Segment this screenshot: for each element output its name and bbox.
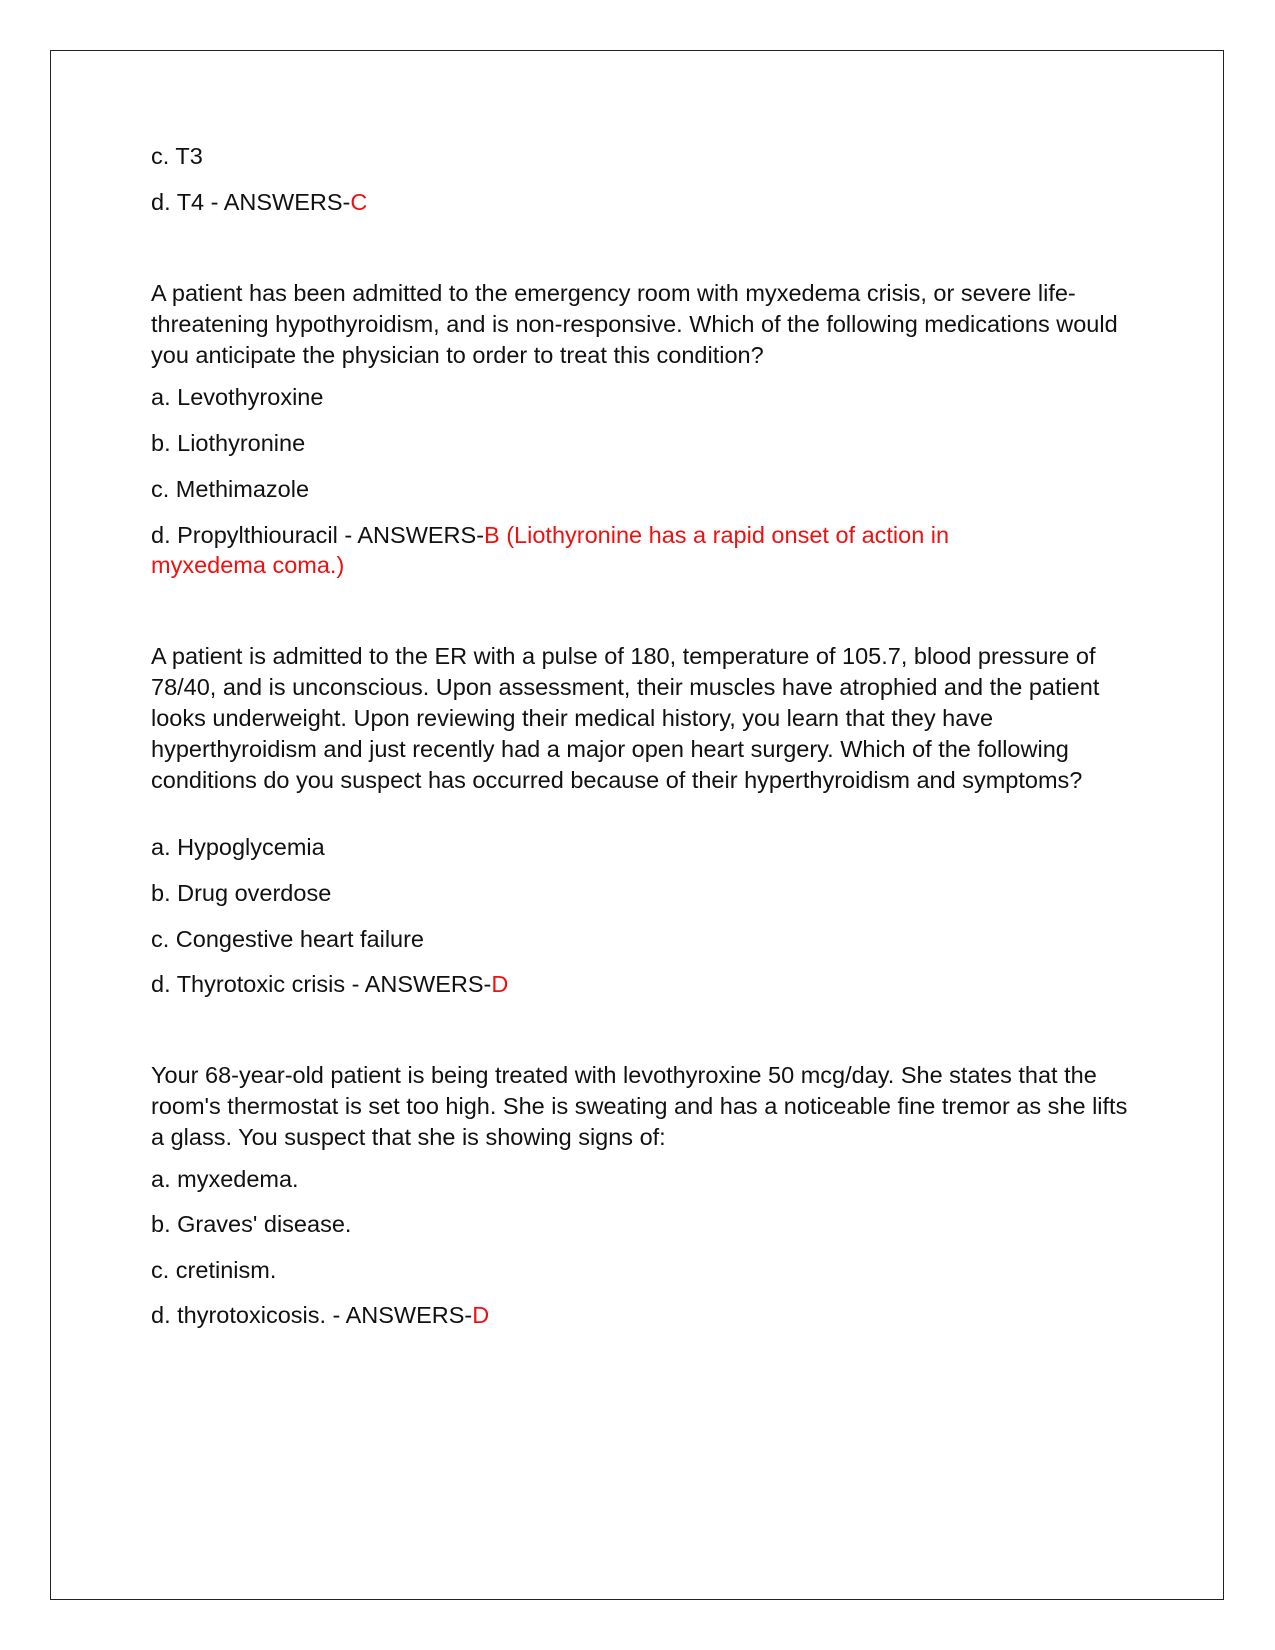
q3-option-c: c. cretinism. <box>151 1257 277 1283</box>
answer-text: D <box>491 971 509 997</box>
q3-option-b: b. Graves' disease. <box>151 1211 352 1237</box>
q2-option-d <box>151 969 508 1000</box>
option-text: d. Propylthiouracil - ANSWERS- <box>151 522 485 548</box>
option-text: d. T4 - ANSWERS- <box>151 189 351 215</box>
q1-option-c: c. Methimazole <box>151 476 310 502</box>
q3-option-d <box>151 1300 489 1331</box>
q1-option-b: b. Liothyronine <box>151 430 306 456</box>
option-text: c. T3 <box>151 143 203 169</box>
q1-option-a: a. Levothyroxine <box>151 384 324 410</box>
top-option-d <box>151 187 367 218</box>
answer-text: D <box>472 1302 490 1328</box>
q2-option-a: a. Hypoglycemia <box>151 834 325 860</box>
q2-option-c: c. Congestive heart failure <box>151 926 425 952</box>
q1-answer-continued: myxedema coma.) <box>151 552 345 578</box>
q1-question: A patient has been admitted to the emergency room with myxedema crisis, or severe life-threatening hypothyroidism, and is non-responsive. Which of the following medications would you anticipate the physician to order to treat this condition? <box>151 280 1118 368</box>
q1-option-d <box>151 520 949 551</box>
answer-text: B (Liothyronine has a rapid onset of action in <box>484 522 950 548</box>
option-text: d. thyrotoxicosis. - ANSWERS- <box>151 1302 473 1328</box>
q3-question: Your 68-year-old patient is being treated with levothyroxine 50 mcg/day. She states that the room's thermostat is set too high. She is sweating and has a noticeable fine tremor as she lifts a glass. You suspect that she is showing signs of: <box>151 1062 1128 1150</box>
option-text: d. Thyrotoxic crisis - ANSWERS- <box>151 971 492 997</box>
answer-text: C <box>350 189 368 215</box>
q2-option-b: b. Drug overdose <box>151 880 332 906</box>
q2-question: A patient is admitted to the ER with a pulse of 180, temperature of 105.7, blood pressure of 78/40, and is unconscious. Upon assessment, their muscles have atrophied and the patient looks underweight. Upon reviewing their medical history, you learn that they have hyperthyroidism and just recently had a major open heart surgery. Which of the following conditions do you suspect has occurred because of their hyperthyroidism and symptoms? <box>151 643 1100 793</box>
top-option-c <box>151 141 203 172</box>
q3-option-a: a. myxedema. <box>151 1166 299 1192</box>
